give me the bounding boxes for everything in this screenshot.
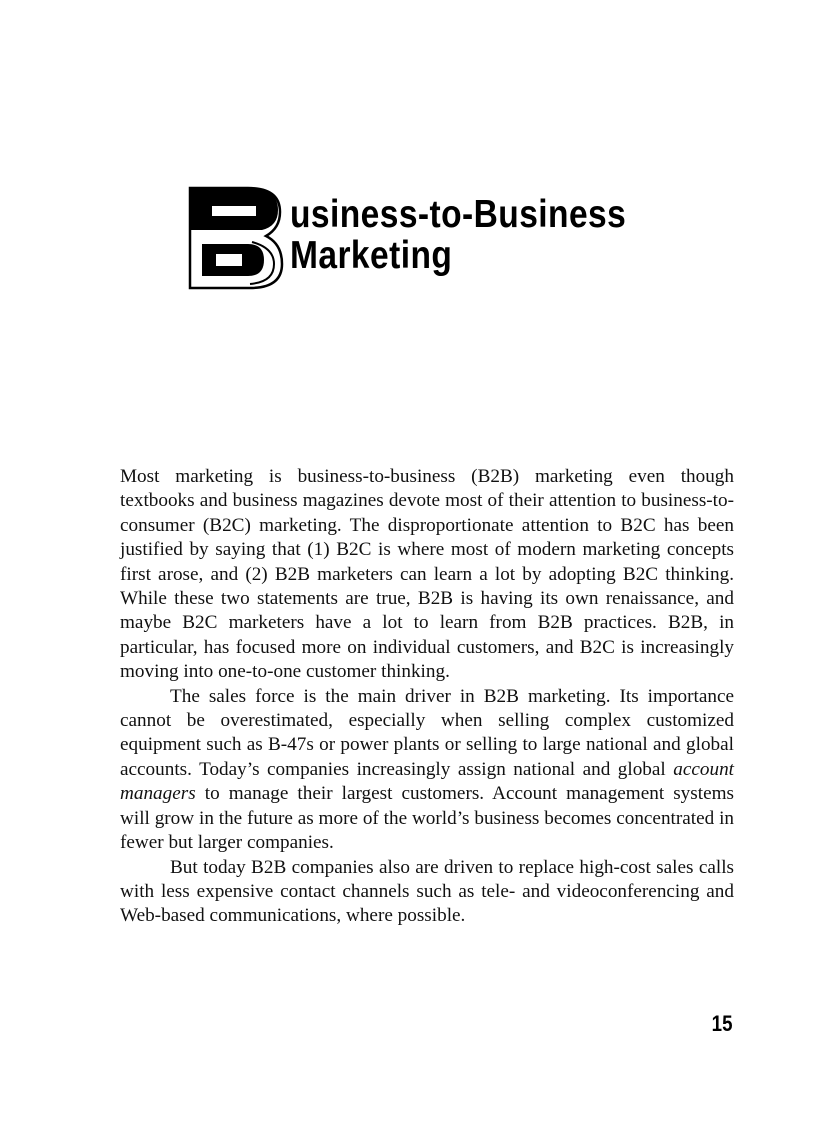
dropcap-b-graphic (188, 186, 284, 290)
chapter-title-line-2: Marketing (290, 234, 453, 277)
chapter-title-line-1: usiness-to-Business (290, 193, 627, 236)
paragraph-3: But today B2B companies also are driven to replace high-cost sales calls with less expensive contact channels such as tele- and videoconferencing and Web-based communications, where possible. (120, 856, 734, 927)
chapter-title (290, 194, 626, 276)
page-number: 15 (711, 1011, 732, 1036)
paragraph-2 (120, 685, 734, 856)
body-text (120, 465, 734, 929)
paragraph-2-text-a: The sales force is the main driver in B2B marketing. Its importance cannot be overestimated, especially when selling complex customized equipment such as B-47s or power plants or selling to large national and global accounts. Today’s companies increasingly assign national and global (120, 685, 734, 780)
paragraph-2-italic-term: account managers (120, 758, 734, 805)
chapter-heading (188, 186, 708, 291)
paragraph-1: Most marketing is business-to-business (B2B) marketing even though textbooks and business magazines devote most of their attention to business-to-consumer (B2C) marketing. The disproportionate attention to B2C has been justified by saying that (1) B2C is where most of modern marketing concepts first arose, and (2) B2B marketers can learn a lot by adopting B2C thinking. While these two statements are true, B2B is having its own renaissance, and maybe B2C marketers have a lot to learn from B2B practices. B2B, in particular, has focused more on individual customers, and B2C is increasingly moving into one-to-one customer thinking. (120, 466, 734, 683)
paragraph-2-text-b: to manage their largest customers. Account management systems will grow in the future as more of the world’s business becomes concentrated in fewer but larger companies. (120, 783, 734, 854)
